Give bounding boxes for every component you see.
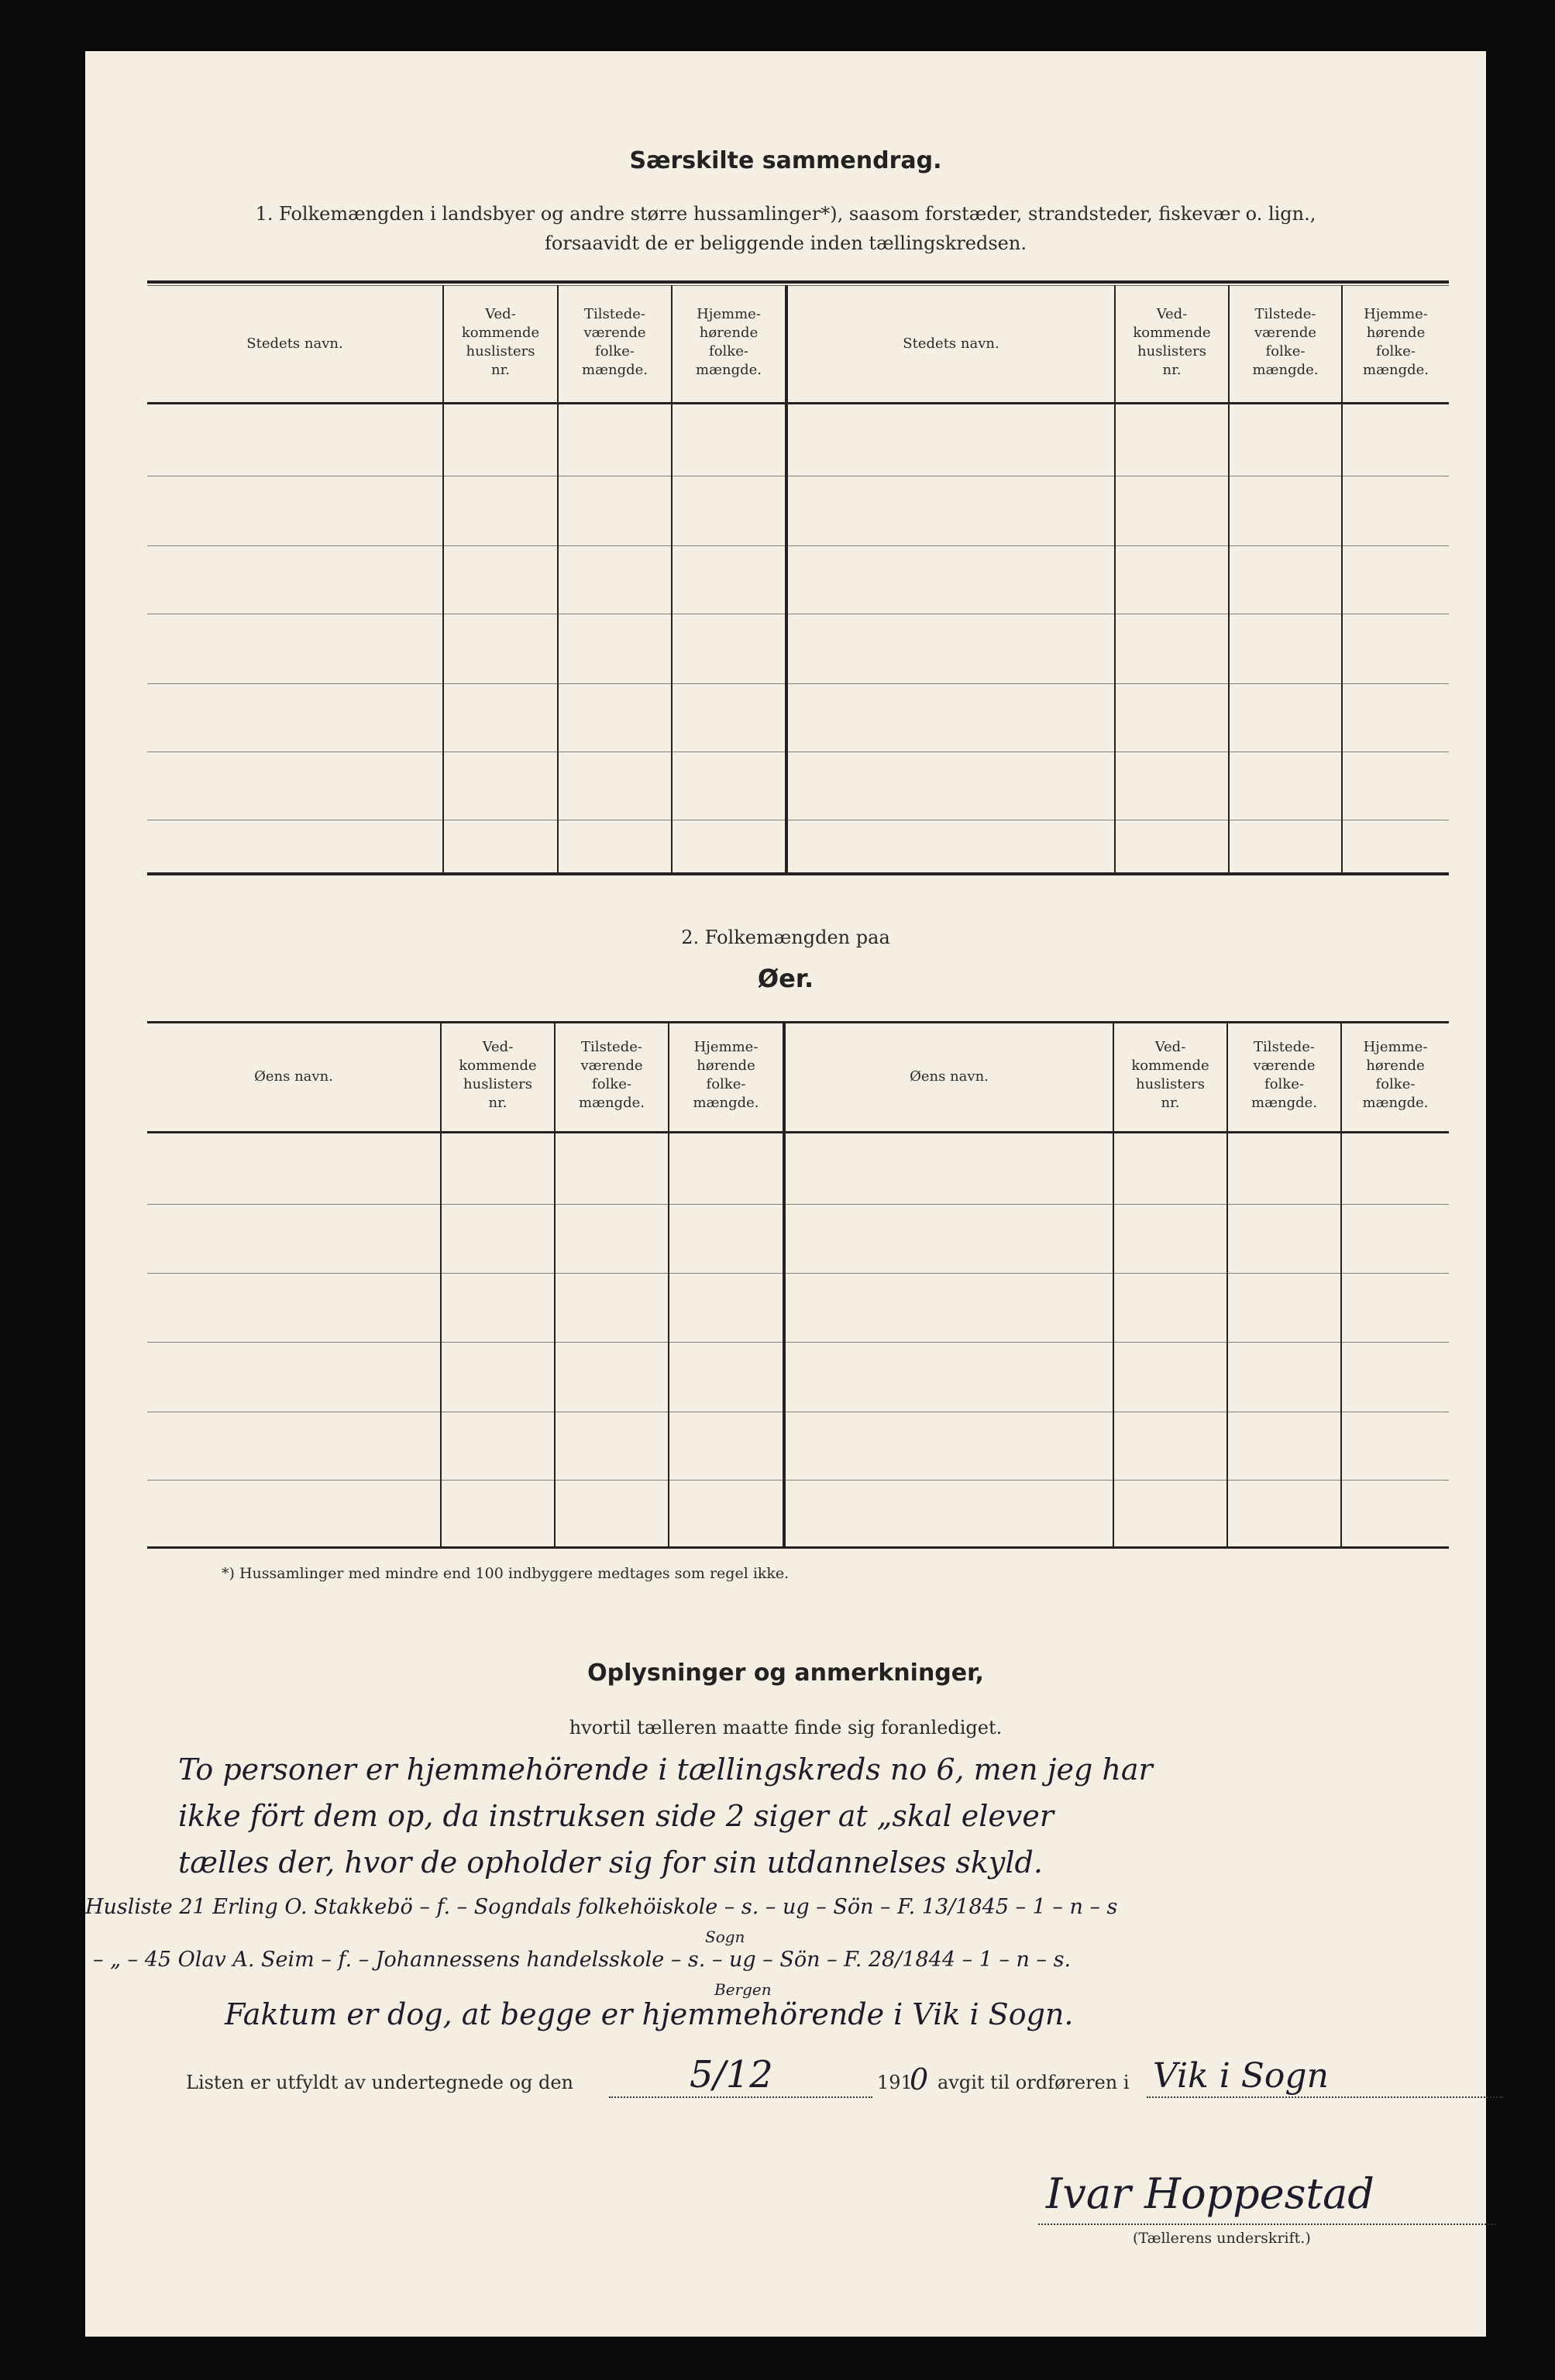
remark-note-sogn: Sogn [705, 1928, 745, 1946]
remarks-title: Oplysninger og anmerkninger, [587, 1659, 984, 1687]
signature-date: 5/12 [690, 2053, 773, 2096]
remark-line-5: – „ – 45 Olav A. Seim – f. – Johannessens handelsskole – s. – ug – Sön – F. 28/1844 – 1 – n – s. [93, 1948, 1072, 1972]
remark-line-2: ikke fört dem op, da instruksen side 2 siger at „skal elever [178, 1799, 1054, 1833]
col-oer-huslister-left: Ved- kommende huslisters nr. [459, 1039, 537, 1111]
col-oer-hjemmehorende-right: Hjemme- hørende folke- mængde. [1362, 1039, 1429, 1111]
col-hjemmehorende-right: Hjemme- hørende folke- mængde. [1363, 306, 1429, 378]
col-hjemmehorende-left: Hjemme- hørende folke- mængde. [696, 306, 762, 378]
signature-middle: avgit til ordføreren i [937, 2072, 1130, 2093]
signature-year-prefix: 191 [877, 2072, 913, 2093]
col-oer-tilstedevaerende-left: Tilstede- værende folke- mængde. [579, 1039, 645, 1111]
section1-subtitle-line2: forsaavidt de er beliggende inden tællingskredsen. [545, 232, 1027, 254]
section2-title-line2: Øer. [757, 964, 814, 993]
signature-place: Vik i Sogn [1153, 2056, 1329, 2096]
col-oens-navn-right: Øens navn. [910, 1068, 989, 1085]
col-huslister-left: Ved- kommende huslisters nr. [461, 306, 540, 378]
col-huslister-right: Ved- kommende huslisters nr. [1133, 306, 1211, 378]
col-tilstedevaerende-right: Tilstede- værende folke- mængde. [1252, 306, 1319, 378]
remarks-subtitle: hvortil tælleren maatte finde sig foranlediget. [569, 1717, 1003, 1739]
section1-subtitle-line1: 1. Folkemængden i landsbyer og andre større hussamlinger*), saasom forstæder, strandsteder, fiskevær o. lign., [255, 203, 1316, 225]
remark-line-3: tælles der, hvor de opholder sig for sin utdannelses skyld. [178, 1845, 1043, 1880]
col-oer-huslister-right: Ved- kommende huslisters nr. [1131, 1039, 1209, 1111]
remark-line-1: To personer er hjemmehörende i tællingskreds no 6, men jeg har [178, 1752, 1153, 1787]
col-tilstedevaerende-left: Tilstede- værende folke- mængde. [582, 306, 648, 378]
census-form-page [85, 51, 1486, 2337]
signature-caption: (Tællerens underskrift.) [1133, 2230, 1311, 2247]
col-stedets-navn-left: Stedets navn. [246, 335, 343, 352]
signature-prefix: Listen er utfyldt av undertegnede og den [186, 2072, 574, 2093]
signature-year-digit: 0 [910, 2062, 929, 2096]
remark-note-bergen: Bergen [714, 1980, 772, 1999]
remark-line-4: Husliste 21 Erling O. Stakkebö – f. – Sogndals folkehöiskole – s. – ug – Sön – F. 13/1845 – 1 – n – s [85, 1895, 1118, 1919]
section1-title: Særskilte sammendrag. [629, 147, 942, 174]
col-oens-navn-left: Øens navn. [254, 1068, 333, 1085]
section2-title-line1: 2. Folkemængden paa [681, 927, 890, 948]
enumerator-signature: Ivar Hoppestad [1046, 2169, 1374, 2218]
footnote: *) Hussamlinger med mindre end 100 indbyggere medtages som regel ikke. [222, 1565, 790, 1582]
col-oer-hjemmehorende-left: Hjemme- hørende folke- mængde. [693, 1039, 759, 1111]
col-oer-tilstedevaerende-right: Tilstede- værende folke- mængde. [1251, 1039, 1317, 1111]
remark-line-6: Faktum er dog, at begge er hjemmehörende i Vik i Sogn. [225, 1997, 1074, 2031]
col-stedets-navn-right: Stedets navn. [903, 335, 999, 352]
